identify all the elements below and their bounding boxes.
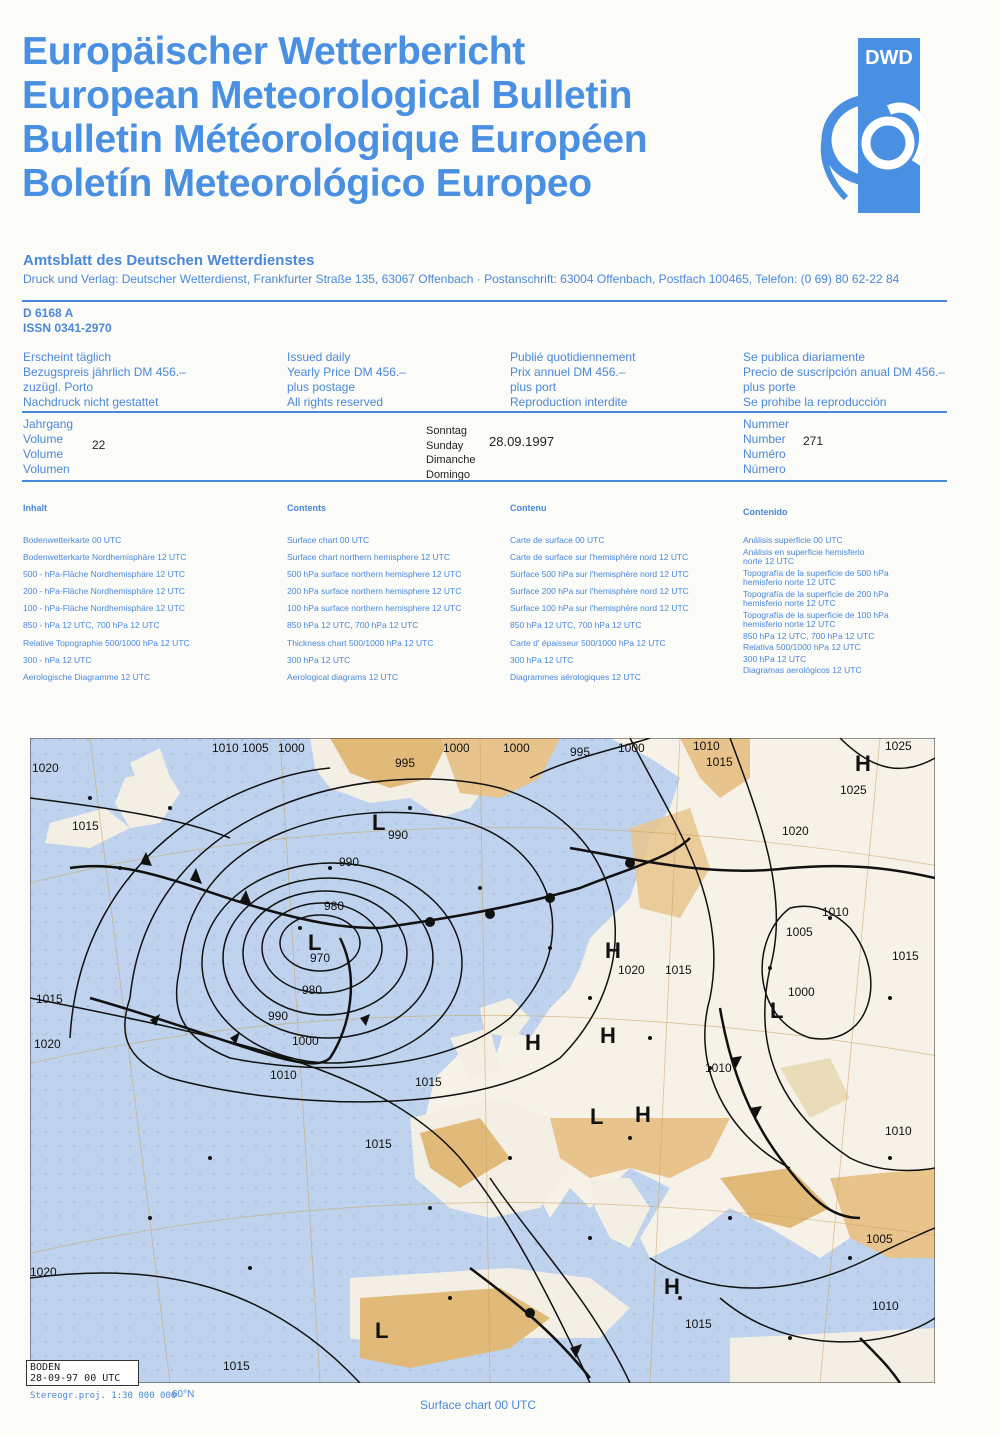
high-center: H [855, 751, 871, 776]
contents-item: Surface chart 00 UTC [287, 535, 370, 545]
contents-item: 850 hPa 12 UTC, 700 hPa 12 UTC [510, 620, 642, 631]
day-label: Sunday [426, 439, 464, 452]
low-center: L [308, 930, 322, 955]
contents-list-es [743, 536, 889, 676]
high-center: H [635, 1102, 651, 1127]
isobar-label: 995 [395, 756, 416, 770]
contents-item: Bodenwetterkarte 00 UTC [23, 535, 122, 545]
contents-item: 200 hPa surface northern hemisphere 12 UTC [287, 586, 462, 597]
terms-es-line: plus porte [743, 380, 796, 394]
isobar-label: 980 [302, 983, 323, 997]
contents-heading-fr: Contenu [510, 503, 547, 513]
title-de: Europäischer Wetterbericht [22, 30, 525, 73]
contents-item: 850 hPa 12 UTC, 700 hPa 12 UTC [743, 630, 875, 641]
title-fr: Bulletin Météorologique Européen [22, 118, 648, 161]
terms-es-line: Precio de suscripción anual DM 456.– [743, 365, 946, 379]
issue-date: 28.09.1997 [489, 434, 555, 449]
day-labels [426, 424, 476, 482]
isobar-label: 1010 [872, 1299, 899, 1313]
map-caption: Surface chart 00 UTC [420, 1398, 537, 1412]
contents-item: 300 - hPa 12 UTC [23, 654, 92, 665]
contents-item: Topografía de la superficie de 500 hPa [743, 567, 889, 578]
stamp-line: 28-09-97 00 UTC [30, 1373, 121, 1384]
contents-item: Thickness chart 500/1000 hPa 12 UTC [287, 637, 434, 648]
volume-label: Volume [23, 447, 64, 461]
publisher-address: Druck und Verlag: Deutscher Wetterdienst, Frankfurter Straße 135, 63067 Offenbach · Postanschrift: 63004 Offenbach, Postfach 100465, Telefon: (0 69) 80 62-22 84 [23, 272, 900, 286]
terms-en-line: Yearly Price DM 456.– [287, 365, 406, 379]
d-number: D 6168 A [23, 306, 74, 320]
isobar-label: 1020 [618, 963, 645, 977]
number-label: Number [743, 432, 786, 446]
contents-item: 100 hPa surface northern hemisphere 12 UTC [287, 603, 462, 614]
terms-fr-line: Prix annuel DM 456.– [510, 365, 626, 379]
terms-de-line: zuzügl. Porto [23, 380, 94, 394]
isobar-label: 980 [324, 899, 345, 913]
isobar-label: 1015 [892, 949, 919, 963]
terms-en-line: plus postage [287, 380, 356, 394]
contents-item: Relative Topographie 500/1000 hPa 12 UTC [23, 637, 190, 648]
contents-item: 300 hPa 12 UTC [743, 653, 807, 664]
number-label: Número [743, 462, 786, 476]
contents-item: Topografía de la superficie de 100 hPa [743, 609, 889, 620]
volume-value: 22 [92, 438, 106, 452]
isobar-label: 1015 [415, 1075, 442, 1089]
isobar-label: 1000 [503, 741, 530, 755]
isobar-label: 1015 [72, 819, 99, 833]
terms-es-line: Se publica diariamente [743, 350, 866, 364]
terms-es [743, 350, 945, 410]
stamp-line: BODEN [30, 1362, 61, 1373]
divider [22, 300, 947, 302]
isobar-label: 1015 [665, 963, 692, 977]
contents-item: Surface 500 hPa sur l'hemisphère nord 12 UTC [510, 569, 689, 580]
contents-item: Topografía de la superficie de 200 hPa [743, 588, 889, 599]
isobar-label: 1000 [292, 1034, 319, 1048]
contents-list-fr [510, 532, 689, 686]
terms-de-line: Bezugspreis jährlich DM 456.– [23, 365, 186, 379]
contents-item: Bodenwetterkarte Nordhemisphäre 12 UTC [23, 552, 187, 563]
volume-label: Volumen [23, 462, 70, 476]
contents-list-en [287, 532, 461, 686]
isobar-label: 990 [388, 828, 409, 842]
low-center: L [372, 810, 386, 835]
divider [22, 411, 947, 413]
contents-item: Carte de surface 00 UTC [510, 535, 605, 545]
volume-label: Volume [23, 432, 64, 446]
day-label: Sonntag [426, 425, 467, 437]
contents-item: Surface 100 hPa sur l'hemisphère nord 12 UTC [510, 603, 689, 614]
isobar-label: 1020 [782, 824, 809, 838]
contents-list-de [23, 532, 190, 686]
terms-en-line: All rights reserved [287, 395, 384, 409]
isobar-label: 990 [339, 855, 360, 869]
high-center: H [664, 1274, 680, 1299]
terms-en-line: Issued daily [287, 350, 351, 364]
isobar-label: 1010 [705, 1061, 732, 1075]
contents-item: 100 - hPa-Fläche Nordhemisphäre 12 UTC [23, 603, 186, 614]
contents-item: Surface chart northern hemisphere 12 UTC [287, 552, 450, 563]
contents-item: Relativa 500/1000 hPa 12 UTC [743, 642, 861, 652]
contents-item: 300 hPa 12 UTC [510, 654, 574, 665]
isobar-label: 1005 [786, 925, 813, 939]
contents-item: Diagramas aerológicos 12 UTC [743, 665, 862, 675]
contents-item: hemisferio norte 12 UTC [743, 598, 836, 608]
high-center: H [600, 1023, 616, 1048]
contents-item: Aerological diagrams 12 UTC [287, 671, 399, 682]
isobar-label: 1015 [36, 992, 63, 1006]
surface-weather-map [30, 738, 935, 1383]
dwd-spiral-logo-icon [806, 38, 926, 213]
isobar-label: 1000 [618, 741, 645, 755]
terms-es-line: Se prohibe la reproducción [743, 395, 887, 409]
low-center: L [375, 1318, 389, 1343]
isobar-label: 1000 [788, 985, 815, 999]
isobar-label: 1010 [885, 1124, 912, 1138]
isobar-label: 1005 [242, 741, 269, 755]
title-block [22, 30, 782, 206]
contents-item: 500 - hPa-Fläche Nordhemisphäre 12 UTC [23, 569, 186, 580]
isobar-label: 1015 [685, 1317, 712, 1331]
number-label: Nummer [743, 417, 790, 431]
isobar-label: 1020 [34, 1037, 61, 1051]
terms-fr [510, 350, 635, 410]
contents-item: hemisferio norte 12 UTC [743, 577, 836, 587]
contents-item: Surface 200 hPa sur l'hemisphère nord 12 UTC [510, 586, 689, 597]
high-center: H [605, 938, 621, 963]
isobar-label: 1015 [706, 755, 733, 769]
isobar-label: 1025 [885, 739, 912, 753]
isobar-label: 1015 [365, 1137, 392, 1151]
projection-note: Stereogr.proj. 1:30 000 000 [30, 1391, 177, 1401]
contents-item: 200 - hPa-Fläche Nordhemisphäre 12 UTC [23, 586, 186, 597]
divider [22, 480, 947, 482]
issn: ISSN 0341-2970 [23, 321, 112, 335]
terms-en [287, 350, 406, 410]
title-en: European Meteorological Bulletin [22, 74, 633, 117]
contents-item: Análisis en superficie hemisferio [743, 546, 865, 557]
number-label: Numéro [743, 447, 786, 461]
contents-heading-de: Inhalt [23, 503, 47, 513]
contents-heading-es: Contenido [743, 507, 788, 517]
isobar-label: 1000 [278, 741, 305, 755]
contents-item: norte 12 UTC [743, 556, 795, 566]
day-label: Dimanche [426, 454, 476, 466]
high-center: H [525, 1030, 541, 1055]
contents-item: Carte d' épaisseur 500/1000 hPa 12 UTC [510, 637, 666, 648]
title-es: Boletín Meteorológico Europeo [22, 162, 592, 205]
isobar-label: 1010 [270, 1068, 297, 1082]
terms-fr-line: Publié quotidiennement [510, 350, 636, 364]
contents-item: 850 hPa 12 UTC, 700 hPa 12 UTC [287, 620, 419, 631]
isobar-label: 1015 [223, 1359, 250, 1373]
terms-fr-line: Reproduction interdite [510, 395, 628, 409]
contents-item: Carte de surface sur l'hemisphère nord 12 UTC [510, 552, 689, 563]
terms-fr-line: plus port [510, 380, 557, 394]
day-label: Domingo [426, 468, 471, 481]
isobar-label: 1025 [840, 783, 867, 797]
terms-de [23, 350, 186, 410]
logo-text: DWD [865, 47, 913, 69]
contents-item: 850 - hPa 12 UTC, 700 hPa 12 UTC [23, 620, 160, 631]
isobar-label: 970 [310, 951, 331, 965]
number-value: 271 [803, 434, 824, 448]
isobar-label: 1000 [443, 741, 470, 755]
publisher-name: Amtsblatt des Deutschen Wetterdienstes [23, 252, 315, 269]
terms-de-line: Erscheint täglich [23, 350, 112, 364]
low-center: L [590, 1104, 604, 1129]
isobar-label: 995 [570, 745, 591, 759]
isobar-label: 1005 [866, 1232, 893, 1246]
isobar-label: 990 [268, 1009, 289, 1023]
volume-label: Jahrgang [23, 417, 74, 431]
isobar-label: 1020 [30, 1265, 57, 1279]
contents-item: Análisis superficie 00 UTC [743, 535, 843, 545]
contents-item: Aerologische Diagramme 12 UTC [23, 671, 151, 682]
terms-de-line: Nachdruck nicht gestattet [23, 395, 159, 409]
low-center: L [770, 998, 784, 1023]
contents-item: hemisferio norte 12 UTC [743, 619, 836, 629]
contents-item: 300 hPa 12 UTC [287, 654, 351, 665]
volume-labels [23, 417, 73, 477]
isobar-label: 1010 [693, 739, 720, 753]
number-labels [743, 417, 789, 477]
chart-stamp [26, 1360, 139, 1386]
isobar-label: 1010 [212, 741, 239, 755]
contents-heading-en: Contents [287, 503, 326, 513]
isobar-label: 1020 [32, 761, 59, 775]
contents-item: Diagrammes aérologiques 12 UTC [510, 671, 641, 682]
latitude-note: 60°N [172, 1389, 195, 1400]
contents-item: 500 hPa surface northern hemisphere 12 UTC [287, 569, 462, 580]
isobar-label: 1010 [822, 905, 849, 919]
